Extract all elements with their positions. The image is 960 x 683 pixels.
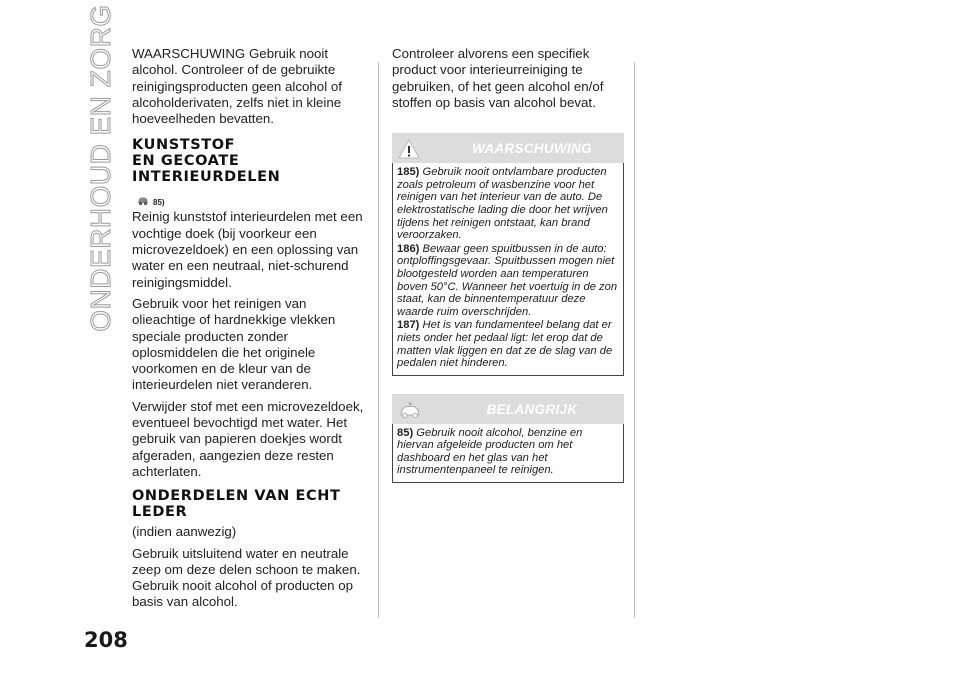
warning-panel [392, 133, 624, 376]
paragraph: Verwijder stof met een microvezeldoek, eventueel bevochtigd met water. Het gebruik van papieren doekjes wordt afgeraden, aangezien deze resten achterlaten. [132, 398, 364, 479]
warning-banner [392, 133, 624, 163]
right-column [392, 46, 624, 483]
paragraph: (indien aanwezig) [132, 524, 237, 540]
warning-title: WAARSCHUWING [472, 141, 592, 157]
paragraph: Gebruik voor het reinigen van olieachtige of hardnekkige vlekken speciale producten zonder oplosmiddelen die het originele voorkomen en de kleur van de interieurdelen niet veranderen. [132, 295, 336, 393]
warning-item: 187) Het is van fundamenteel belang dat er niets onder het pedaal ligt: let erop dat de matten vlak liggen en dat ze de slag van de pedalen niet hinderen. [397, 319, 613, 370]
paragraph: Reinig kunststof interieurdelen met een vochtige doek (bij voorkeur een microvezeldoek) en een oplossing van water en een neutraal, niet-schurend reinigingsmiddel. [132, 209, 363, 290]
car-icon [136, 193, 150, 207]
important-item: 85) Gebruik nooit alcohol, benzine en hiervan afgeleide producten om het dashboard en het glas van het instrumentenpaneel te reinigen. [397, 426, 583, 477]
important-banner [392, 394, 624, 424]
page-number: 208 [84, 628, 128, 652]
important-panel [392, 394, 624, 483]
important-box [392, 424, 624, 483]
chapter-title [84, 3, 118, 332]
column-divider-right [634, 62, 635, 618]
warning-triangle-icon [398, 139, 420, 159]
warning-intro: WAARSCHUWING Gebruik nooit alcohol. Controleer of de gebruikte reinigingsproducten geen alcohol of alcoholderivaten, zelfs niet in kleine hoeveelheden bevatten. [132, 46, 342, 127]
warning-item: 185) Gebruik nooit ontvlambare producten zoals petroleum of wasbenzine voor het reinigen van het interieur van de auto. De elektrostatische lading die door het wrijven tijdens het reinigen ontstaat, kan brand veroorzaken. [397, 166, 608, 242]
column-divider-left [378, 62, 379, 618]
warning-box [392, 163, 624, 376]
section-title-plastic: KUNSTSTOF EN GECOATE INTERIEURDELEN [132, 137, 281, 186]
section-title-leather: ONDERDELEN VAN ECHT LEDER [132, 488, 341, 521]
reference-number: 85) [153, 198, 165, 208]
chapter-title-text: ONDERHOUD EN ZORG [85, 3, 116, 332]
paragraph: Gebruik uitsluitend water en neutrale zeep om deze delen schoon te maken. Gebruik nooit alcohol of producten op basis van alcohol. [132, 545, 361, 610]
left-column [132, 46, 364, 616]
car-damage-icon [398, 400, 422, 420]
important-title: BELANGRIJK [486, 401, 578, 417]
reference-marker [136, 187, 364, 207]
intro-paragraph: Controleer alvorens een specifiek product voor interieurreiniging te gebruiken, of het geen alcohol en/of stoffen op basis van alcohol bevat. [392, 46, 604, 110]
warning-item: 186) Bewaar geen spuitbussen in de auto: ontploffingsgevaar. Spuitbussen mogen niet blootgesteld worden aan temperaturen boven 50°C. Wanneer het voertuig in de zon staat, kan de binnentemperatuur deze waarde ruim overschrijden. [397, 242, 618, 318]
